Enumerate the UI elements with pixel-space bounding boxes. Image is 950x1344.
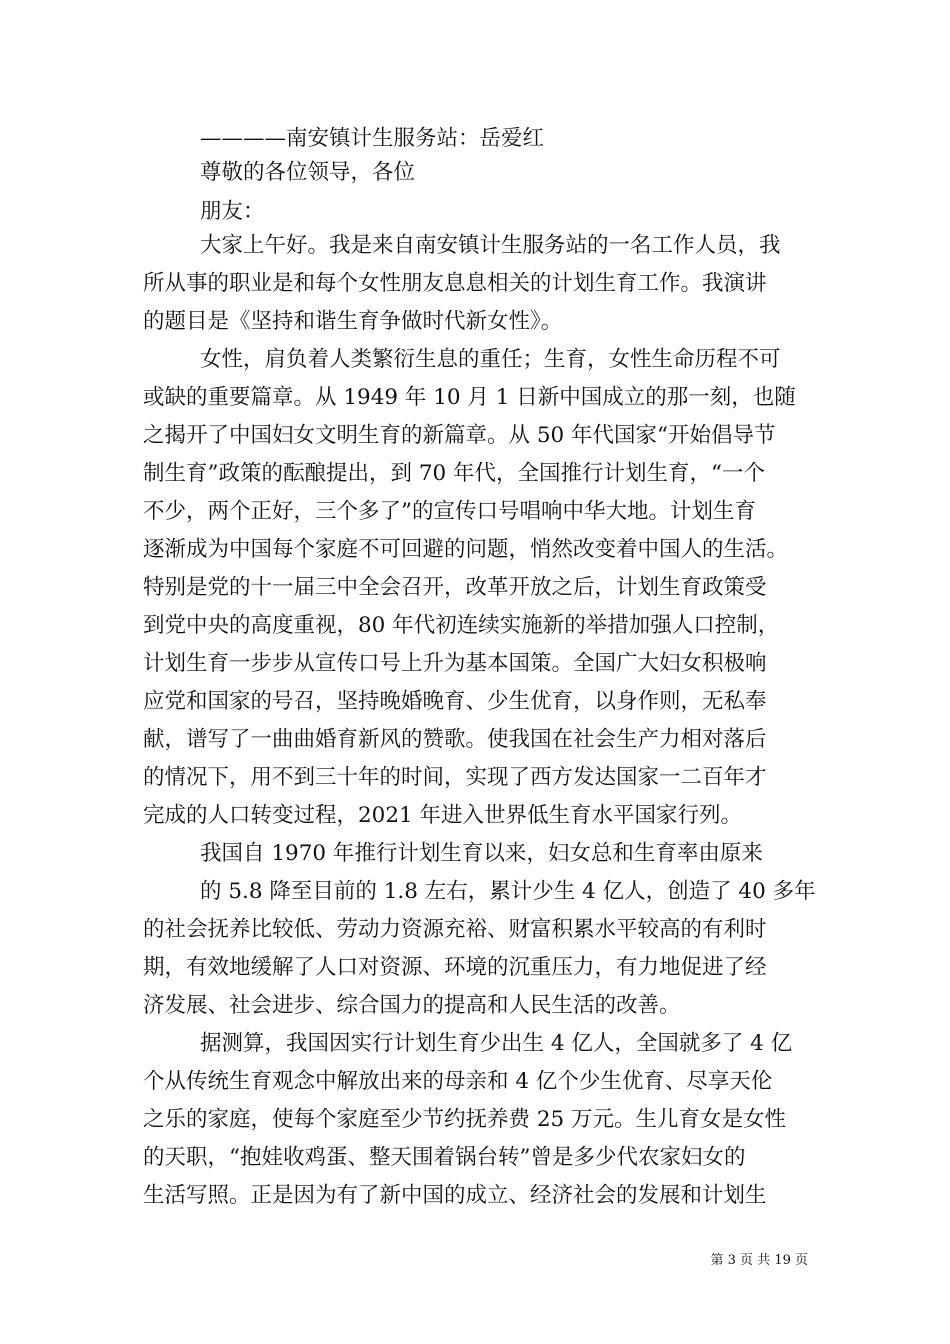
paragraph-line: 逐渐成为中国每个家庭不可回避的问题，悄然改变着中国人的生活。 bbox=[143, 537, 789, 562]
paragraph-line: 所从事的职业是和每个女性朋友息息相关的计划生育工作。我演讲 bbox=[143, 271, 767, 296]
paragraph-line: 应党和国家的号召，坚持晚婚晚育、少生优育，以身作则，无私奉 bbox=[143, 689, 767, 714]
page-number: 第 3 页 共 19 页 bbox=[710, 1253, 808, 1268]
paragraph-line: 生活写照。正是因为有了新中国的成立、经济社会的发展和计划生 bbox=[143, 1183, 767, 1208]
paragraph-line: 之乐的家庭，使每个家庭至少节约抚养费 25 万元。生儿育女是女性 bbox=[143, 1107, 787, 1132]
paragraph-line: 或缺的重要篇章。从 1949 年 10 月 1 日新中国成立的那一刻，也随 bbox=[143, 385, 796, 410]
paragraph-line: 的 5.8 降至目前的 1.8 左右，累计少生 4 亿人，创造了 40 多年 bbox=[200, 879, 816, 904]
paragraph-line: 据测算，我国因实行计划生育少出生 4 亿人，全国就多了 4 亿 bbox=[200, 1031, 793, 1056]
paragraph-line: 计划生育一步步从宣传口号上升为基本国策。全国广大妇女积极响 bbox=[143, 651, 767, 676]
paragraph-line: 期，有效地缓解了人口对资源、环境的沉重压力，有力地促进了经 bbox=[143, 955, 767, 980]
paragraph-line: 的情况下，用不到三十年的时间，实现了西方发达国家一二百年才 bbox=[143, 765, 767, 790]
paragraph-line: 大家上午好。我是来自南安镇计生服务站的一名工作人员，我 bbox=[200, 233, 781, 258]
paragraph-line: 的题目是《坚持和谐生育争做时代新女性》。 bbox=[143, 309, 563, 334]
paragraph-line: 济发展、社会进步、综合国力的提高和人民生活的改善。 bbox=[143, 993, 681, 1018]
paragraph-line: 完成的人口转变过程，2021 年进入世界低生育水平国家行列。 bbox=[143, 803, 743, 828]
paragraph-line: 到党中央的高度重视，80 年代初连续实施新的举措加强人口控制， bbox=[143, 613, 780, 638]
paragraph-line: 不少，两个正好，三个多了”的宣传口号唱响中华大地。计划生育 bbox=[143, 499, 756, 524]
paragraph-line: 的天职，“抱娃收鸡蛋、整天围着锅台转”曾是多少代农家妇女的 bbox=[143, 1145, 746, 1170]
speaker-byline: ————南安镇计生服务站：岳爱红 bbox=[200, 126, 545, 151]
paragraph-line: 之揭开了中国妇女文明生育的新篇章。从 50 年代国家“开始倡导节 bbox=[143, 423, 776, 448]
paragraph-line: 的社会抚养比较低、劳动力资源充裕、财富积累水平较高的有利时 bbox=[143, 917, 767, 942]
paragraph-line: 个从传统生育观念中解放出来的母亲和 4 亿个少生优育、尽享天伦 bbox=[143, 1069, 773, 1094]
salutation-line: 朋友： bbox=[200, 199, 265, 224]
paragraph-line: 献，谱写了一曲曲婚育新风的赞歌。使我国在社会生产力相对落后 bbox=[143, 727, 767, 752]
paragraph-line: 制生育”政策的酝酿提出，到 70 年代，全国推行计划生育，“一个 bbox=[143, 461, 766, 486]
salutation-line: 尊敬的各位领导，各位 bbox=[200, 160, 416, 185]
paragraph-line: 我国自 1970 年推行计划生育以来，妇女总和生育率由原来 bbox=[200, 841, 763, 866]
paragraph-line: 特别是党的十一届三中全会召开，改革开放之后，计划生育政策受 bbox=[143, 575, 767, 600]
paragraph-line: 女性，肩负着人类繁衍生息的重任；生育，女性生命历程不可 bbox=[200, 347, 781, 372]
